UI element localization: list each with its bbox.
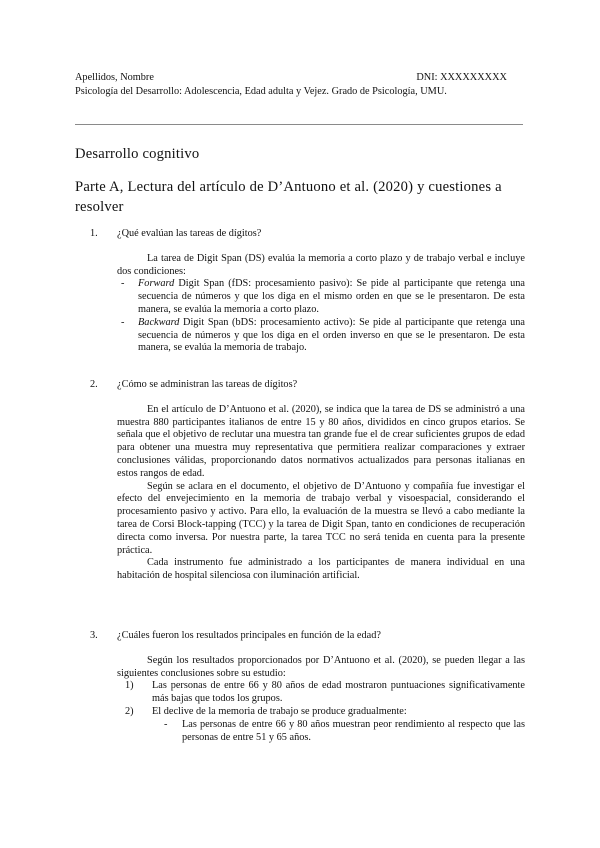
answer-paragraph: En el artículo de D’Antuono et al. (2020), se indica que la tarea de DS se administró a una muestra 880 participantes italianos de entre 15 y 80 años, divididos en cinco grupos etarios. Se señala que el objetivo de reclutar una muestra tan grande fue el de crear suficientes grupos de edad para obtener una muestra muy representativa que permitiera realizar comparaciones y extraer conclusiones válidas, proporcionando datos normativos actualizados para personas italianas en estos rangos de edad. (117, 403, 525, 479)
list-item-term: Forward (138, 278, 175, 290)
header-divider (75, 124, 523, 125)
sub-list-item (164, 719, 525, 745)
answer-paragraph: Cada instrumento fue administrado a los participantes de manera individual en una habitación de hospital silenciosa con iluminación artificial. (117, 557, 525, 582)
question-2-heading (75, 379, 525, 392)
student-name: Apellidos, Nombre (75, 72, 154, 83)
list-item-body: Digit Span (bDS: procesamiento activo): Se pide al participante que retenga una secuencia de números y que los diga en el orden inverso en que se le presentaron. De esta manera, se evalúa la memoria de trabajo. (138, 316, 525, 354)
list-item (125, 706, 525, 719)
list-dash: - (121, 278, 125, 290)
question-2-answer (117, 404, 525, 583)
question-2 (75, 379, 525, 583)
question-1-answer (117, 253, 525, 355)
answer-paragraph: Según los resultados proporcionados por D’Antuono et al. (2020), se pueden llegar a las siguientes conclusiones sobre su estudio: (117, 654, 525, 679)
list-item-text: Las personas de entre 66 y 80 años muestran peor rendimiento al respecto que las personas de entre 51 y 65 años. (182, 718, 525, 743)
question-number: 1. (90, 228, 98, 239)
question-number: 3. (90, 630, 98, 641)
part-title: Parte A, Lectura del artículo de D’Antuono et al. (2020) y cuestiones a resolver (75, 179, 502, 215)
list-number: 2) (125, 705, 134, 717)
list-item (117, 317, 525, 355)
question-1 (75, 228, 525, 355)
list-dash: - (164, 718, 168, 730)
question-title: ¿Cuáles fueron los resultados principales en función de la edad? (117, 630, 381, 641)
section-title: Desarrollo cognitivo (75, 146, 200, 162)
list-item-text: El declive de la memoria de trabajo se produce gradualmente: (152, 705, 407, 717)
list-item-text: Las personas de entre 66 y 80 años de edad mostraron puntuaciones significativamente más bajas que todos los grupos. (152, 680, 525, 705)
question-title: ¿Cómo se administran las tareas de dígitos? (117, 379, 298, 390)
question-3 (75, 630, 525, 744)
question-3-answer (117, 655, 525, 745)
answer-paragraph: Según se aclara en el documento, el objetivo de D’Antuono y compañía fue investigar el efecto del envejecimiento en la memoria de trabajo verbal y visoespacial, considerando el procesamiento pasivo y activo. Para ello, la evaluación de la muestra se llevó a cabo mediante la tarea de Corsi Block-tapping (TCC) y la tarea de Digit Span, tanto en condiciones de recuperación directa como inversa. Por nuestra parte, la tarea TCC no será tenida en cuenta para la presente práctica. (117, 480, 525, 556)
list-item (117, 278, 525, 316)
answer-paragraph: La tarea de Digit Span (DS) evalúa la memoria a corto plazo y de trabajo verbal e incluye dos condiciones: (117, 252, 525, 277)
list-item-body: Digit Span (fDS: procesamiento pasivo): Se pide al participante que retenga una secuencia de números y que los diga en el mismo orden en que se le presentaron. De esta manera, se evalúa la memoria a corto plazo. (138, 278, 525, 315)
list-item (125, 680, 525, 706)
list-item-term: Backward (138, 316, 180, 328)
question-title: ¿Qué evalúan las tareas de dígitos? (117, 228, 262, 239)
question-1-heading (75, 228, 525, 241)
student-dni: DNI: XXXXXXXXX (416, 72, 507, 83)
question-3-heading (75, 630, 525, 643)
course-line: Psicología del Desarrollo: Adolescencia, Edad adulta y Vejez. Grado de Psicología, UMU. (75, 85, 447, 97)
document-header (75, 71, 515, 98)
question-number: 2. (90, 379, 98, 390)
list-dash: - (121, 316, 125, 328)
list-item-text (138, 278, 525, 316)
list-item-text (138, 317, 525, 355)
list-number: 1) (125, 680, 134, 692)
